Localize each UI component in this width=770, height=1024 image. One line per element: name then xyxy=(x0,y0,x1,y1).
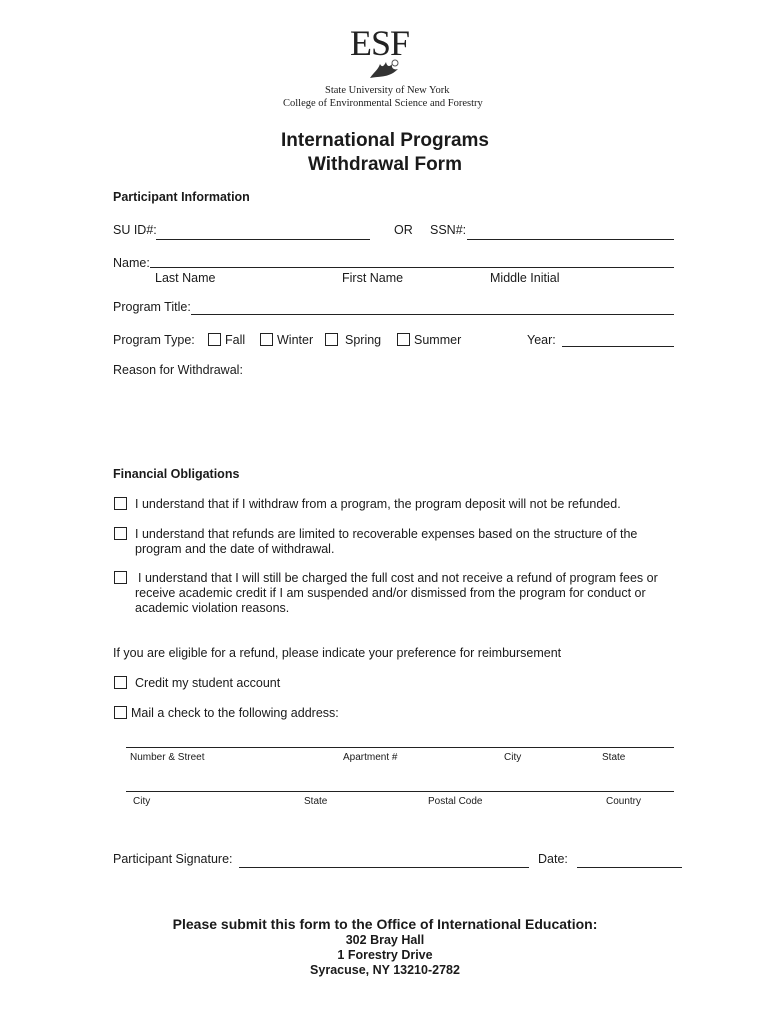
summer-label: Summer xyxy=(414,333,462,347)
spring-checkbox[interactable] xyxy=(325,333,338,346)
first-name-caption: First Name xyxy=(342,271,404,285)
number-street-caption: Number & Street xyxy=(130,752,205,763)
address-line-office: 302 Bray Hall xyxy=(345,933,425,947)
refund-intro-text: If you are eligible for a refund, please indicate your preference for reimbursement xyxy=(113,646,562,660)
charge-ack-text-line2: receive academic credit if I am suspended and/or dismissed from the program for conduct or xyxy=(135,586,646,600)
program-type-label: Program Type: xyxy=(113,333,195,347)
name-label: Name: xyxy=(113,256,150,270)
credit-account-checkbox[interactable] xyxy=(114,676,127,689)
year-field[interactable] xyxy=(562,346,674,347)
state-caption-row2: State xyxy=(304,796,328,807)
financial-obligations-heading: Financial Obligations xyxy=(113,467,240,481)
form-title-line2: Withdrawal Form xyxy=(308,154,462,175)
middle-initial-caption: Middle Initial xyxy=(490,271,560,285)
deposit-ack-text: I understand that if I withdraw from a program, the program deposit will not be refunded. xyxy=(135,497,621,511)
address-line-2-field[interactable] xyxy=(126,791,674,792)
address-line-street: 1 Forestry Drive xyxy=(337,948,433,962)
charge-ack-checkbox[interactable] xyxy=(114,571,127,584)
country-caption: Country xyxy=(606,796,642,807)
address-line-city: Syracuse, NY 13210-2782 xyxy=(310,963,460,977)
participant-info-heading: Participant Information xyxy=(113,190,250,204)
credit-account-label: Credit my student account xyxy=(135,676,281,690)
esf-logo-text: ESF xyxy=(350,23,410,63)
program-title-field[interactable] xyxy=(191,314,674,315)
college-name: College of Environmental Science and Forestry xyxy=(283,98,483,109)
university-name: State University of New York xyxy=(325,85,450,96)
mail-check-checkbox[interactable] xyxy=(114,706,127,719)
mail-check-label: Mail a check to the following address: xyxy=(131,706,339,720)
ssn-label: SSN#: xyxy=(430,223,467,237)
or-label: OR xyxy=(394,223,413,237)
fall-label: Fall xyxy=(225,333,246,347)
form-title-line1: International Programs xyxy=(281,130,489,151)
name-field[interactable] xyxy=(150,267,674,268)
charge-ack-text-line1: I understand that I will still be charged the full cost and not receive a refund of program fees or xyxy=(138,571,658,585)
winter-label: Winter xyxy=(277,333,314,347)
ssn-field[interactable] xyxy=(467,239,674,240)
refund-limit-ack-checkbox[interactable] xyxy=(114,527,127,540)
refund-limit-ack-text-line1: I understand that refunds are limited to recoverable expenses based on the structure of the xyxy=(135,527,638,541)
city-caption-row2: City xyxy=(133,796,151,807)
date-label: Date: xyxy=(538,852,568,866)
date-field[interactable] xyxy=(577,867,682,868)
program-title-label: Program Title: xyxy=(113,300,191,314)
refund-limit-ack-text-line2: program and the date of withdrawal. xyxy=(135,542,335,556)
year-label: Year: xyxy=(527,333,556,347)
charge-ack-text-line3: academic violation reasons. xyxy=(135,601,290,615)
suid-label: SU ID#: xyxy=(113,223,157,237)
state-caption-row1: State xyxy=(602,752,626,763)
signature-field[interactable] xyxy=(239,867,529,868)
submit-instructions: Please submit this form to the Office of International Education: xyxy=(172,916,598,932)
postal-code-caption: Postal Code xyxy=(428,796,483,807)
apartment-caption: Apartment # xyxy=(343,752,398,763)
oak-leaf-icon xyxy=(368,58,402,82)
summer-checkbox[interactable] xyxy=(397,333,410,346)
last-name-caption: Last Name xyxy=(155,271,216,285)
spring-label: Spring xyxy=(345,333,382,347)
deposit-ack-checkbox[interactable] xyxy=(114,497,127,510)
signature-label: Participant Signature: xyxy=(113,852,233,866)
city-caption-row1: City xyxy=(504,752,522,763)
address-line-1-field[interactable] xyxy=(126,747,674,748)
suid-field[interactable] xyxy=(156,239,370,240)
reason-label: Reason for Withdrawal: xyxy=(113,363,243,377)
winter-checkbox[interactable] xyxy=(260,333,273,346)
reason-field[interactable] xyxy=(113,382,674,460)
fall-checkbox[interactable] xyxy=(208,333,221,346)
